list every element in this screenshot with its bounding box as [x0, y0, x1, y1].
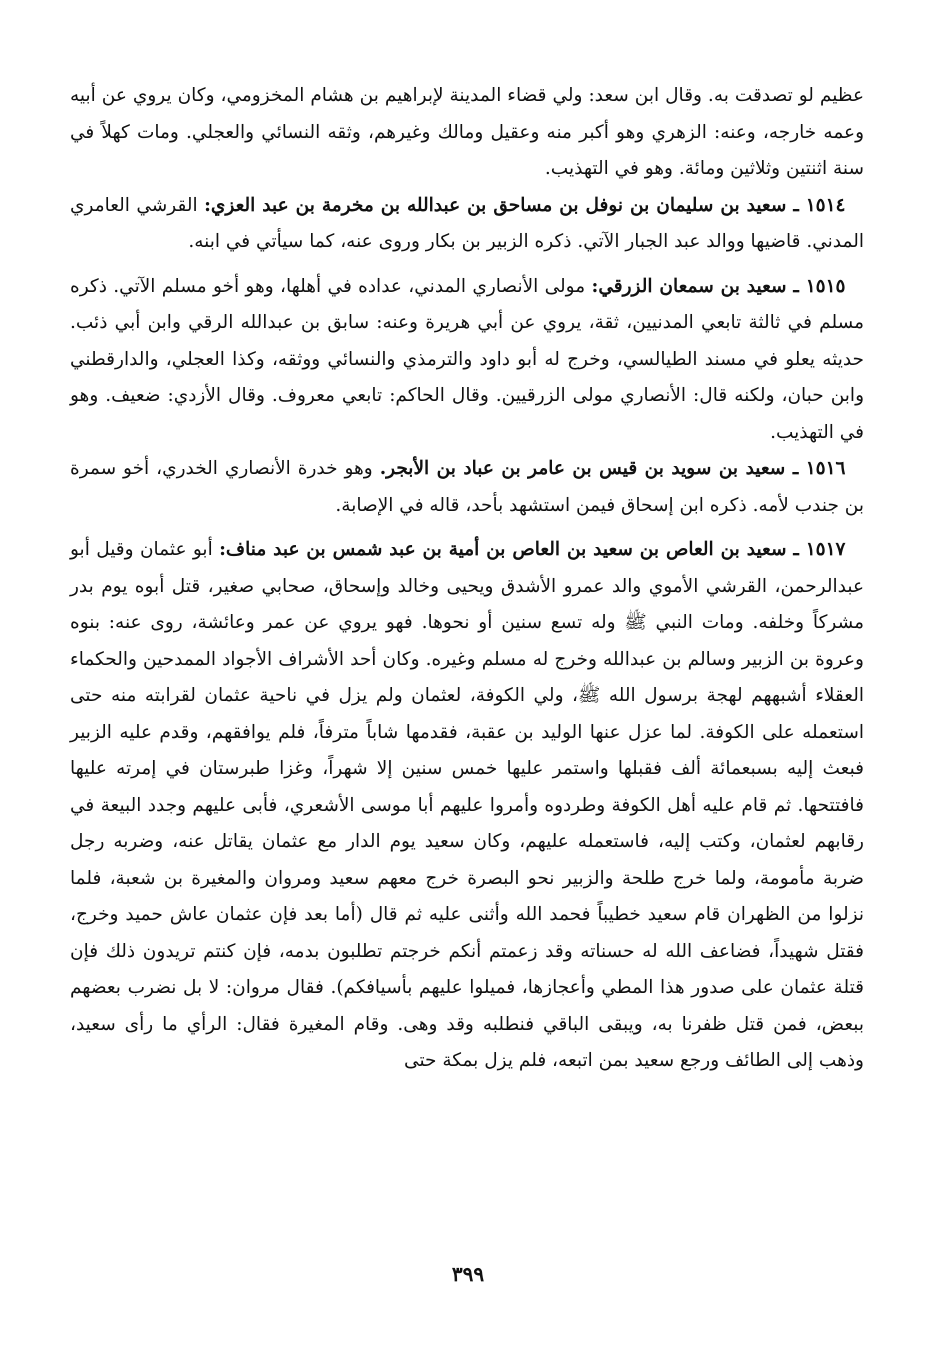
entry-body: أبو عثمان وقيل أبو عبدالرحمن، القرشي الأموي والد عمرو الأشدق ويحيى وخالد وإسحاق، صحابي صغير، قتل أبوه يوم بدر مشركاً وخلفه. ومات النبي ﷺ وله تسع سنين أو نحوها. فهو يروي عن عمر وعائشة، روى عنه: بنوه وعروة بن الزبير وسالم بن عبدالله وخرج له مسلم وغيره. وكان أحد الأشراف الأجواد الممدحين والحكماء العقلاء أشبههم لهجة برسول الله ﷺ، ولي الكوفة، لعثمان ولم يزل في ناحية عثمان لقرابته منه حتى استعمله على الكوفة. لما عزل عنها الوليد بن عقبة، فقدمها شاباً مترفاً، فلم يوافقهم، وقدم عليه الزبير فبعث إليه بسبعمائة ألف فقبلها واستمر عليها خمس سنين إلا شهراً، وغزا طبرستان في إمرته عليها فافتتحها. ثم قام عليه أهل الكوفة وطردوه وأمروا عليهم أبا موسى الأشعري، فأبى عليهم وجدد البيعة في رقابهم لعثمان، وكتب إليه، فاستعمله عليهم، وكان سعيد يوم الدار مع عثمان يقاتل عنه، وضربه رجل ضربة مأمومة، ولما خرج طلحة والزبير نحو البصرة خرج معهم سعيد ومروان والمغيرة بن شعبة، فلما نزلوا من الظهران قام سعيد خطيباً فحمد الله وأثنى عليه ثم قال (أما بعد فإن عثمان عاش حميد وخرج، فقتل شهيداً، فضاعف الله له حسناته وقد زعمتم أنكم خرجتم تطلبون بدمه، فإن كنتم تريدون ذلك فإن قتلة عثمان على صدور هذا المطي وأعجازها، فميلوا عليهم بأسيافكم). فقال مروان: لا بل نضرب بعضهم ببعض، فمن قتل ظفرنا به، ويبقى الباقي فنطلبه وقد وهى. وقام المغيرة فقال: الرأي ما رأى سعيد، وذهب إلى الطائف ورجع سعيد بمن اتبعه، فلم يزل بمكة حتى — [70, 539, 864, 1071]
intro-paragraph: عظيم لو تصدقت به. وقال ابن سعد: ولي قضاء المدينة لإبراهيم بن هشام المخزومي، وكان يروي عن أبيه وعمه خارجه، وعنه: الزهري وهو أكبر منه وعقيل ومالك وغيرهم، وثقه النسائي والعجلي. ومات كهلاً في سنة اثنتين وثلاثين ومائة. وهو في التهذيب. — [70, 85, 864, 179]
entry-heading: ١٥١٦ ـ سعيد بن سويد بن قيس بن عامر بن عباد بن الأبجر. — [379, 458, 846, 479]
entry-1517 — [70, 532, 864, 1080]
page-number: ٣٩٩ — [451, 1262, 485, 1286]
entry-body: وهو خدرة الأنصاري الخدري، أخو سمرة بن جندب لأمه. ذكره ابن إسحاق فيمن استشهد بأحد، قاله في الإصابة. — [70, 458, 864, 516]
entry-body: القرشي العامري المدني. قاضيها ووالد عبد الجبار الآتي. ذكره الزبير بن بكار وروى عنه، كما سيأتي في ابنه. — [70, 194, 864, 252]
entry-1516 — [70, 451, 864, 524]
entry-heading: ١٥١٧ ـ سعيد بن العاص بن سعيد بن العاص بن أمية بن عبد شمس بن عبد مناف: — [219, 539, 846, 560]
entry-1514 — [70, 188, 864, 261]
entry-heading: ١٥١٥ ـ سعيد بن سمعان الزرقي: — [591, 275, 846, 297]
entry-1515 — [70, 269, 864, 452]
entry-heading: ١٥١٤ ـ سعيد بن سليمان بن نوفل بن مساحق بن عبدالله بن مخرمة بن عبد العزي: — [204, 194, 846, 216]
entry-body: مولى الأنصاري المدني، عداده في أهلها، وهو أخو مسلم الآتي. ذكره مسلم في ثالثة تابعي المدنيين، ثقة، يروي عن أبي هريرة وعنه: سابق بن عبدالله الرقي وابن أبي ذئب. حديثه يعلو في مسند الطيالسي، وخرج له أبو داود والترمذي والنسائي ووثقه، وكذا العجلي، والدارقطني وابن حبان، ولكنه قال: الأنصاري مولى الزرقيين. وقال الحاكم: تابعي معروف. وقال الأزدي: ضعيف. وهو في التهذيب. — [70, 275, 864, 443]
